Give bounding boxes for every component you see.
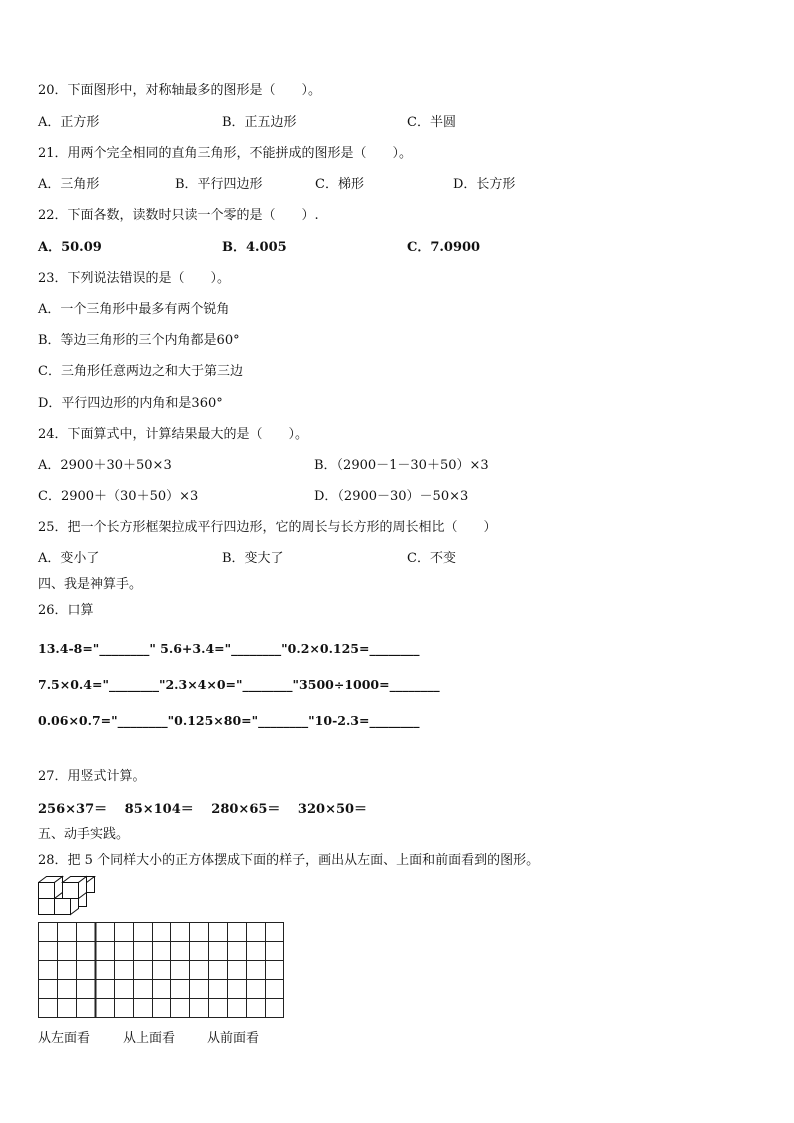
- q25-option-a: A．变小了: [38, 551, 100, 566]
- q23-option-d: D．平行四边形的内角和是360°: [38, 396, 223, 411]
- q24-stem: 24．下面算式中，计算结果最大的是（ ）。: [38, 427, 309, 442]
- q27-stem: 27．用竖式计算。: [38, 769, 146, 784]
- q20-stem: 20．下面图形中，对称轴最多的图形是（ ）。: [38, 83, 322, 98]
- q23-option-a: A．一个三角形中最多有两个锐角: [38, 302, 230, 317]
- q23-option-c: C．三角形任意两边之和大于第三边: [38, 364, 243, 379]
- q27-problems: 256×37＝ 85×104＝ 280×65＝ 320×50＝: [38, 802, 368, 817]
- q20-option-a: A．正方形: [38, 115, 100, 130]
- q21-option-d: D．长方形: [453, 177, 516, 192]
- q26-row-3: 0.06×0.7="________"0.125×80="________"10-2.3=________: [38, 713, 420, 728]
- q24-option-a: A．2900＋30＋50×3: [38, 458, 172, 473]
- section-5-heading: 五、动手实践。: [38, 827, 130, 842]
- caption-left-view: 从左面看: [38, 1031, 91, 1046]
- q21-stem: 21．用两个完全相同的直角三角形，不能拼成的图形是（ ）。: [38, 146, 413, 161]
- q28-stem: 28．把 5 个同样大小的正方体摆成下面的样子，画出从左面、上面和前面看到的图形。: [38, 853, 540, 868]
- q21-option-c: C．梯形: [315, 177, 364, 192]
- q25-option-c: C．不变: [407, 551, 456, 566]
- q26-row-2: 7.5×0.4="________"2.3×4×0="________"3500÷1000=________: [38, 677, 440, 692]
- q22-option-b: B．4.005: [222, 240, 287, 255]
- q25-option-b: B．变大了: [222, 551, 284, 566]
- caption-front-view: 从前面看: [207, 1031, 260, 1046]
- q23-option-b: B．等边三角形的三个内角都是60°: [38, 333, 240, 348]
- q24-option-c: C．2900＋（30＋50）×3: [38, 489, 199, 504]
- q22-option-a: A．50.09: [38, 240, 102, 255]
- q26-stem: 26．口算: [38, 603, 94, 618]
- q24-option-d: D．（2900－30）－50×3: [314, 489, 469, 504]
- caption-top-view: 从上面看: [123, 1031, 176, 1046]
- q21-option-a: A．三角形: [38, 177, 100, 192]
- section-4-heading: 四、我是神算手。: [38, 577, 143, 592]
- q25-stem: 25．把一个长方形框架拉成平行四边形，它的周长与长方形的周长相比（ ）: [38, 520, 497, 535]
- q20-option-b: B．正五边形: [222, 115, 297, 130]
- q22-option-c: C．7.0900: [407, 240, 481, 255]
- cube-arrangement-figure: [38, 875, 98, 919]
- drawing-grid: [38, 922, 286, 1019]
- q26-row-1: 13.4-8="________" 5.6+3.4="________"0.2×0.125=________: [38, 641, 420, 656]
- q24-option-b: B．（2900－1－30＋50）×3: [314, 458, 489, 473]
- q21-option-b: B．平行四边形: [175, 177, 263, 192]
- q23-stem: 23．下列说法错误的是（ ）。: [38, 271, 231, 286]
- q22-stem: 22．下面各数，读数时只读一个零的是（ ）.: [38, 208, 319, 223]
- q20-option-c: C．半圆: [407, 115, 456, 130]
